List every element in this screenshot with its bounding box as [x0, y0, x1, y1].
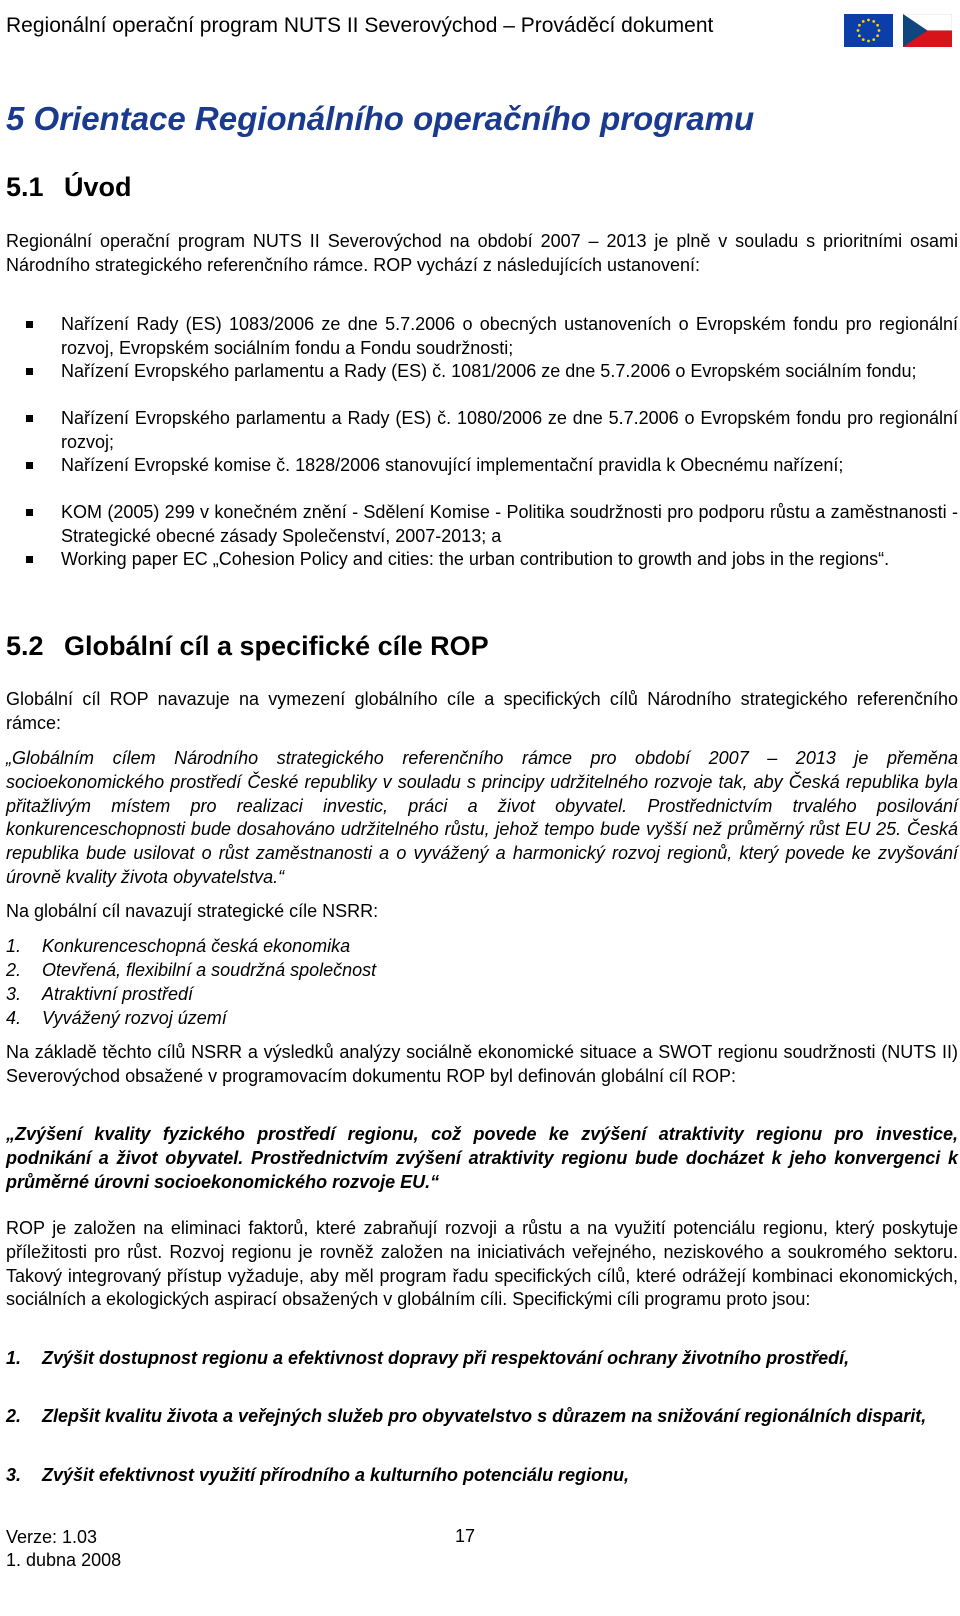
item-text: Atraktivní prostředí: [42, 984, 194, 1004]
square-bullet-icon: [26, 462, 33, 469]
section-number: 5.1: [6, 172, 44, 202]
specific-goal-item: [6, 1347, 958, 1371]
specific-goal-item: [6, 1464, 958, 1488]
item-text: Otevřená, flexibilní a soudržná společnost: [42, 960, 377, 980]
bullet-text: Nařízení Evropského parlamentu a Rady (ES) č. 1081/2006 ze dne 5.7.2006 o Evropském sociálním fondu;: [61, 361, 917, 381]
page-number: 17: [455, 1526, 476, 1546]
global-goal-statement: „Zvýšení kvality fyzického prostředí regionu, což povede ke zvýšení atraktivity regionu pro investice, podnikání a život obyvatel. Prostřednictvím zvýšení atraktivity regionu bude docházet k jeho konvergenci k průměrné úrovni socioekonomického rozvoje EU.“: [6, 1124, 958, 1192]
eu-flag-icon: [844, 14, 893, 47]
item-text: Konkurenceschopná česká ekonomika: [42, 936, 351, 956]
bullet-text: Working paper EC „Cohesion Policy and cities: the urban contribution to growth and jobs in the regions“.: [61, 549, 890, 569]
item-number: 2.: [6, 960, 22, 980]
item-number: 3.: [6, 984, 22, 1004]
nsrr-goal-item: [6, 935, 958, 959]
item-text: Zvýšit dostupnost regionu a efektivnost dopravy při respektování ochrany životního prostředí,: [42, 1348, 850, 1368]
item-number: 4.: [6, 1008, 22, 1028]
nsrr-goal-item: [6, 1007, 958, 1031]
square-bullet-icon: [26, 368, 33, 375]
footer-version-block: [6, 1526, 121, 1572]
square-bullet-icon: [26, 415, 33, 422]
section-heading-5-1: [6, 172, 132, 203]
footer-date: 1. dubna 2008: [6, 1550, 122, 1570]
paragraph: ROP je založen na eliminaci faktorů, které zabraňují rozvoji a růstu a na využití potenciálu regionu, který poskytuje příležitosti pro růst. Rozvoj regionu je rovněž založen na iniciativách veřejného, neziskového a soukromého sektoru. Takový integrovaný přístup vyžaduje, aby měl program řadu specifických cílů, které odrážejí kombinaci ekonomických, sociálních a ekologických aspirací obsažených v globálním cíli. Specifickými cíli programu proto jsou:: [6, 1218, 958, 1310]
czech-flag-icon: [903, 14, 952, 47]
bullet-text: KOM (2005) 299 v konečném znění - Sdělení Komise - Politika soudržnosti pro podporu růstu a zaměstnanosti - Strategické obecné zásady Společenství, 2007-2013; a: [61, 502, 958, 546]
footer-version: Verze: 1.03: [6, 1527, 98, 1547]
item-text: Vyvážený rozvoj území: [42, 1008, 227, 1028]
item-text: Zlepšit kvalitu života a veřejných služeb pro obyvatelstvo s důrazem na snižování regionálních disparit,: [42, 1406, 927, 1426]
bullet-text: Nařízení Rady (ES) 1083/2006 ze dne 5.7.2006 o obecných ustanoveních o Evropském fondu pro regionální rozvoj, Evropském sociálním fondu a Fondu soudržnosti;: [61, 314, 958, 358]
bullet-item: [6, 360, 958, 384]
page-header: [6, 14, 954, 44]
square-bullet-icon: [26, 556, 33, 563]
item-number: 1.: [6, 1348, 22, 1368]
chapter-title: 5 Orientace Regionálního operačního programu: [6, 100, 755, 137]
header-title: Regionální operační program NUTS II Severovýchod – Prováděcí dokument: [6, 14, 714, 37]
bullet-text: Nařízení Evropského parlamentu a Rady (ES) č. 1080/2006 ze dne 5.7.2006 o Evropském fondu pro regionální rozvoj;: [61, 408, 958, 452]
paragraph: Globální cíl ROP navazuje na vymezení globálního cíle a specifických cílů Národního strategického referenčního rámce:: [6, 689, 958, 733]
bullet-item: [6, 501, 958, 549]
nsrr-goal-item: [6, 959, 958, 983]
intro-paragraph: Regionální operační program NUTS II Severovýchod na období 2007 – 2013 je plně v souladu s prioritními osami Národního strategického referenčního rámce. ROP vychází z následujících ustanovení:: [6, 231, 958, 275]
bullet-item: [6, 548, 958, 572]
paragraph: Na základě těchto cílů NSRR a výsledků analýzy sociálně ekonomické situace a SWOT regionu soudržnosti (NUTS II) Severovýchod obsažené v programovacím dokumentu ROP byl definován globální cíl ROP:: [6, 1042, 958, 1086]
bullet-item: [6, 454, 958, 478]
nsrr-quote: „Globálním cílem Národního strategického referenčního rámce pro období 2007 – 2013 je přeměna socioekonomického prostředí České republiky v souladu s principy udržitelného rozvoje tak, aby Česká republika byla přitažlivým místem pro realizaci investic, práci a život obyvatel. Prostřednictvím trvalého posilování konkurenceschopnosti bude dosahováno udržitelného růstu, jehož tempo bude vyšší než průměrný růst EU 25. Česká republika bude usilovat o růst zaměstnanosti a o vyvážený a harmonický rozvoj regionů, který povede ke zvyšování úrovně kvality života obyvatelstva.“: [6, 748, 958, 887]
nsrr-goal-item: [6, 983, 958, 1007]
square-bullet-icon: [26, 509, 33, 516]
section-heading-5-2: [6, 631, 489, 662]
specific-goal-item: [6, 1405, 958, 1429]
item-number: 1.: [6, 936, 22, 956]
item-number: 3.: [6, 1465, 22, 1485]
section-title: Globální cíl a specifické cíle ROP: [64, 631, 489, 661]
bullet-item: [6, 313, 958, 361]
square-bullet-icon: [26, 321, 33, 328]
paragraph: Na globální cíl navazují strategické cíle NSRR:: [6, 901, 379, 921]
section-number: 5.2: [6, 631, 44, 661]
item-number: 2.: [6, 1406, 22, 1426]
bullet-text: Nařízení Evropské komise č. 1828/2006 stanovující implementační pravidla k Obecnému nařízení;: [61, 455, 844, 475]
bullet-item: [6, 407, 958, 455]
section-title: Úvod: [64, 172, 132, 202]
item-text: Zvýšit efektivnost využití přírodního a kulturního potenciálu regionu,: [42, 1465, 630, 1485]
